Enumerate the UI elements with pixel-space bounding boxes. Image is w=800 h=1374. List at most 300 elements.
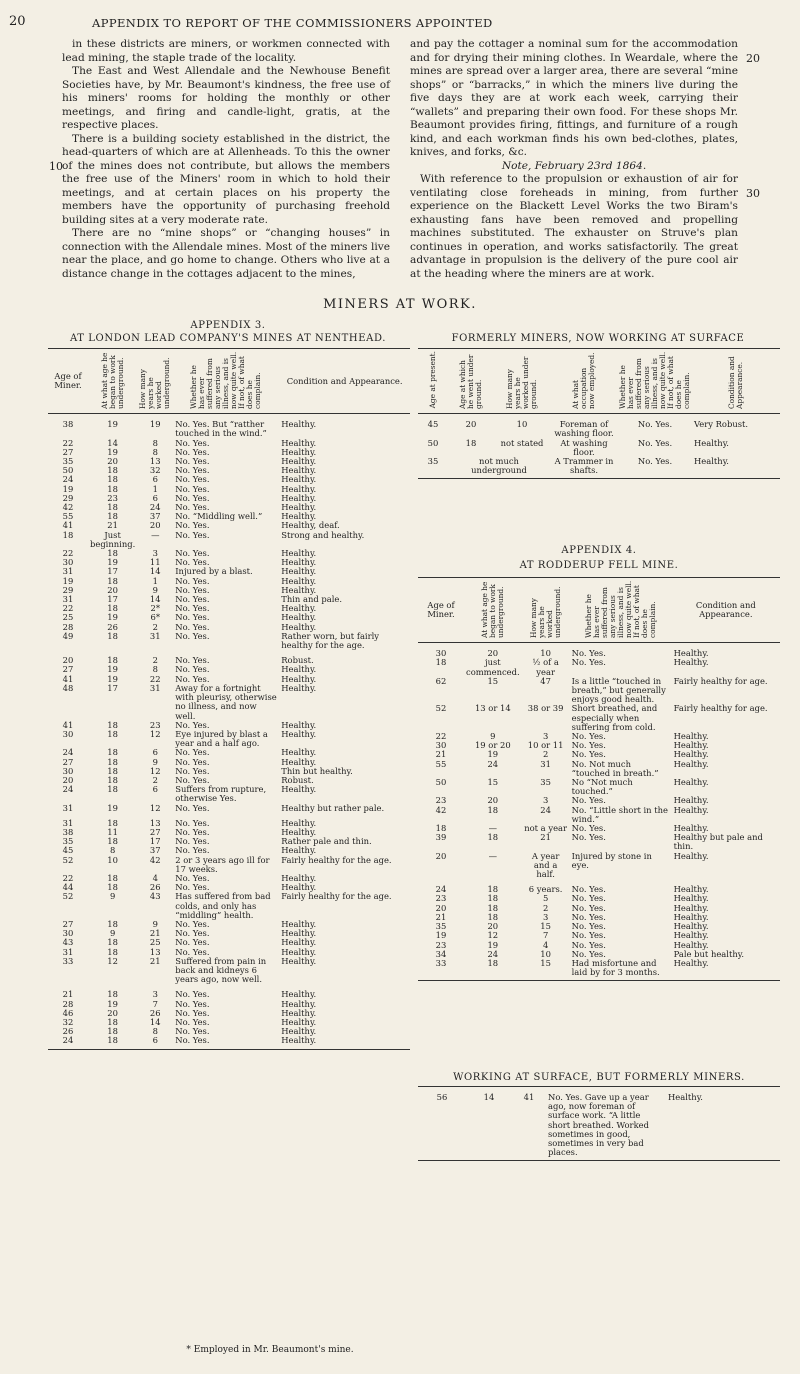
cell: 35 [418, 457, 448, 479]
cell: No. Yes. [618, 457, 692, 479]
cell: 18 [107, 765, 118, 776]
cell: 19 [107, 446, 118, 457]
intro-right-column [410, 38, 738, 281]
cell: 3 [542, 911, 549, 922]
cell: 18 [107, 747, 118, 758]
cell: Healthy. [281, 456, 317, 467]
table-row [418, 439, 780, 457]
table-row [48, 567, 410, 576]
paragraph: With reference to the propulsion or exhaustion of air for ventilating close foreheads in mining, from further experience on the Blackett Level Works the two Biram's exhausting fans have been removed and propelling machines substituted. The exhauster on Struve's plan continues in operation, and works satisfactorily. The great advantage in propulsion is the delivery of the pure cool air at the heading where the miners are at work. [410, 173, 738, 280]
cell: 6 [152, 492, 158, 503]
cell: 13 [149, 946, 161, 957]
cell: 32 [149, 465, 161, 476]
cell: 12 [487, 930, 499, 941]
cell: 19 [107, 998, 118, 1009]
cell: 31 [62, 817, 74, 828]
cell: 1 [152, 575, 158, 586]
cell: 17 [107, 566, 118, 577]
cell: No. Yes. [175, 802, 210, 813]
table-row [418, 879, 780, 894]
cell: No. Yes. [571, 657, 606, 668]
table-row [418, 833, 780, 851]
table-row [48, 837, 410, 846]
cell: 30 [435, 740, 447, 751]
cell: 11 [107, 826, 118, 837]
cell: 14 [149, 566, 161, 577]
appendix4-subtitle: AT RODDERUP FELL MINE. [519, 560, 679, 571]
cell: No. Yes. [175, 437, 210, 448]
cell: 10 [107, 854, 118, 865]
cell: 34 [435, 948, 447, 959]
cell: 41 [512, 1087, 546, 1161]
cell: No. Yes. [175, 1007, 210, 1018]
table-row [418, 643, 780, 659]
table-row [48, 485, 410, 494]
cell: No. Yes. [175, 621, 210, 632]
table-row [48, 595, 410, 604]
cell: Healthy but rather pale. [281, 802, 385, 813]
cell: 46 [62, 1007, 74, 1018]
cell: No. Yes. [175, 928, 210, 939]
cell: 21 [435, 749, 447, 760]
cell: 30 [435, 648, 447, 659]
cell: Healthy. [281, 548, 317, 559]
cell: A year and a half. [531, 850, 560, 880]
cell: Healthy. [281, 937, 317, 948]
cell: No. Yes. [571, 911, 606, 922]
cell: 22 [62, 437, 74, 448]
cell: Healthy. [281, 664, 317, 675]
table-row [418, 806, 780, 824]
cell: 30 [62, 765, 74, 776]
cell: 43 [62, 937, 74, 948]
cell: 18 [107, 872, 118, 883]
cell: No. Yes. [175, 1017, 210, 1027]
cell: Healthy. [281, 673, 317, 684]
table-row [48, 938, 410, 947]
cell: Healthy. [281, 955, 317, 966]
cell: No. Yes. [173, 1036, 279, 1049]
cell: 41 [62, 719, 74, 730]
cell: 18 [107, 946, 118, 957]
cell: No. “Little short in the wind.” [571, 804, 668, 824]
cell: Healthy. [281, 446, 317, 457]
cell: 6 [152, 784, 158, 795]
cell: Suffered from pain in back and kidneys 6 years ago, now well. [175, 955, 267, 985]
cell: 37 [149, 511, 161, 522]
working-surface-title: WORKING AT SURFACE, BUT FORMERLY MINERS. [453, 1072, 745, 1083]
cell: Healthy. [281, 784, 317, 795]
cell: 18 [107, 603, 118, 614]
cell: A Trammer in shafts. [550, 457, 618, 479]
cell: 12 [149, 802, 161, 813]
cell: 24 [62, 784, 74, 795]
col-header: Condition and Appearance. [672, 578, 780, 643]
cell: Healthy. [673, 740, 709, 751]
cell: 41 [62, 520, 74, 531]
cell: 52 [62, 854, 74, 865]
cell: No. Yes. [571, 893, 606, 904]
cell: 41 [62, 673, 74, 684]
cell: No. Yes. [637, 419, 673, 430]
cell: 19 [435, 930, 447, 941]
cell: 1 [152, 483, 158, 494]
cell: 31 [62, 802, 74, 813]
cell: 28 [62, 621, 74, 632]
cell: 8 [152, 664, 158, 675]
cell: 20 [107, 1007, 118, 1018]
cell: 18 [464, 959, 522, 981]
cell: Healthy. [673, 902, 709, 913]
cell: 18 [88, 1036, 137, 1049]
cell: No. Yes. [175, 882, 210, 893]
cell: Fairly healthy for age. [673, 675, 768, 686]
cell: Strong and healthy. [281, 529, 365, 540]
cell: 14 [107, 437, 118, 448]
cell: Fairly healthy for the age. [281, 854, 392, 865]
cell: 42 [62, 502, 74, 513]
cell: Just beginning. [90, 529, 136, 549]
cell: 4 [542, 939, 549, 950]
cell: 56 [418, 1087, 466, 1161]
cell: 35 [62, 456, 74, 467]
cell: 2 [542, 902, 549, 913]
surface-table [418, 348, 780, 479]
cell: No. Yes. [175, 1026, 210, 1037]
cell: just commenced. [466, 657, 520, 677]
table-row [418, 704, 780, 732]
cell: 27 [62, 918, 74, 929]
appendix3-table [48, 348, 410, 1050]
cell: 18 [107, 882, 118, 893]
cell: 18 [435, 657, 447, 668]
cell: 62 [435, 675, 447, 686]
cell: 26 [149, 882, 161, 893]
cell: 5 [542, 893, 549, 904]
table-row [48, 531, 410, 549]
cell: 20 [435, 850, 447, 861]
table-row [48, 604, 410, 613]
cell: Healthy. [673, 648, 709, 659]
cell: 15 [487, 675, 499, 686]
cell: Healthy. [673, 749, 709, 760]
cell: Healthy. [281, 419, 317, 430]
cell: Healthy. [673, 731, 709, 742]
cell: Healthy. [281, 928, 317, 939]
cell: 18 [107, 1026, 118, 1037]
cell: 9 [109, 928, 116, 939]
cell: No. Yes. [175, 483, 210, 494]
cell: 9 [490, 731, 496, 742]
cell: 2 [542, 749, 549, 760]
cell: 27 [149, 826, 161, 837]
cell: 22 [62, 872, 74, 883]
cell: 19 [107, 419, 118, 430]
cell: 15 [487, 777, 499, 788]
cell: 18 [107, 719, 118, 730]
cell: 8 [152, 446, 158, 457]
cell: 2 [152, 774, 158, 785]
cell: 33 [418, 959, 464, 981]
cell: 18 [435, 823, 447, 834]
cell: 24 [62, 474, 74, 485]
cell: No. Yes. [175, 845, 210, 856]
cell: 9 [152, 756, 158, 767]
cell: Healthy. [281, 817, 317, 828]
cell: No. Yes. [175, 474, 210, 485]
cell: 2 or 3 years ago ill for 17 weeks. [175, 854, 270, 874]
paragraph: There is a building society established in the district, the head-quarters of which are at Allenheads. To this the owner of the mines does not contribute, but allows the members the free use of the Miners' room in which to hold their meetings, and at certain places on his property the members have the opportunity of purchasing freehold building sites at a very moderate rate. [62, 132, 390, 226]
cell: Short breathed, and especially when suffering from cold. [571, 703, 658, 732]
cell: 24 [435, 884, 447, 895]
cell: 18 [107, 474, 118, 485]
table-row [48, 1027, 410, 1036]
cell: No. Yes. [175, 520, 210, 531]
cell: Healthy. [673, 823, 709, 834]
cell: 25 [62, 612, 74, 623]
cell: Healthy. [281, 756, 317, 767]
cell: 14 [149, 1017, 161, 1027]
cell: Is a little “touched in breath,” but generally enjoys good health. [571, 675, 666, 705]
cell: 28 [62, 998, 74, 1009]
table-row [48, 856, 410, 874]
cell: No. Yes. [175, 918, 210, 929]
cell: 31 [540, 758, 551, 769]
footnote: * Employed in Mr. Beaumont's mine. [186, 1345, 354, 1355]
table-row [48, 984, 410, 999]
cell: No. Yes. [571, 902, 606, 913]
cell: 26 [149, 1007, 161, 1018]
cell: Healthy. [673, 921, 709, 932]
cell: No. Yes. [175, 989, 210, 1000]
cell: Healthy. [281, 826, 317, 837]
cell: Healthy. [281, 502, 317, 513]
cell: 44 [62, 882, 74, 893]
cell: No. Yes. [175, 548, 210, 559]
cell: Eye injured by blast a year and a half ago. [175, 728, 268, 749]
cell: 24 [62, 747, 74, 758]
cell: 18 [487, 804, 499, 815]
cell: 18 [107, 937, 118, 948]
cell: Away for a fortnight with pleurisy, otherwise no illness, and now well. [175, 682, 277, 721]
col-header: Condition and Appearance. [279, 349, 410, 414]
cell: No. Yes. [571, 648, 606, 659]
cell: No. Yes. [175, 872, 210, 883]
cell: Fairly healthy for the age. [281, 891, 392, 902]
table-row [418, 658, 780, 676]
cell: Healthy. [694, 437, 729, 448]
table-row [48, 549, 410, 558]
cell: No. Yes. [175, 719, 210, 730]
cell: 31 [62, 566, 74, 577]
cell: Healthy. [281, 557, 317, 568]
cell: Healthy. [666, 1087, 780, 1161]
cell: Healthy. [281, 998, 317, 1009]
cell: 20 [487, 648, 499, 659]
appendix4-label: APPENDIX 4. [561, 545, 637, 556]
table-row [48, 874, 410, 883]
cell: Pale but healthy. [673, 948, 745, 959]
cell: Foreman of washing floor. [554, 419, 614, 439]
cell: 21 [107, 520, 118, 531]
cell: 24 [487, 948, 499, 959]
cell: ½ of a year [532, 657, 559, 677]
table-row [48, 1009, 410, 1018]
table-row [418, 959, 780, 981]
cell: 21 [435, 911, 447, 922]
cell: 18 [107, 728, 118, 739]
cell: 22 [62, 548, 74, 559]
cell: 23 [435, 893, 447, 904]
cell: 19 or 20 [474, 740, 511, 751]
table-row [48, 466, 410, 475]
cell: 8 [109, 845, 116, 856]
cell: 48 [62, 682, 74, 693]
cell: Healthy. [281, 872, 317, 883]
cell: 6 years. [528, 884, 563, 895]
table-row [418, 760, 780, 778]
cell: 50 [435, 777, 447, 788]
table-row [418, 414, 780, 439]
cell: Healthy. [281, 918, 317, 929]
table-row [48, 650, 410, 665]
cell: 13 or 14 [474, 703, 511, 714]
cell: 23 [149, 719, 161, 730]
cell: 3 [152, 989, 158, 1000]
cell: Robust. [281, 655, 314, 666]
table-row [48, 920, 410, 929]
cell: 19 [487, 939, 499, 950]
col-header: Whether he has ever suffered from any serious illness, and is now quite well. If not, of what does he complain. [618, 351, 691, 409]
cell: Healthy. [673, 804, 709, 815]
cell: 18 [107, 836, 118, 847]
table-row [48, 730, 410, 748]
cell: 6 [137, 1036, 173, 1049]
cell: 19 [62, 575, 74, 586]
cell: 12 [107, 955, 118, 966]
cell: 6 [152, 474, 158, 485]
appendix3-subtitle: AT LONDON LEAD COMPANY'S MINES AT NENTHEAD. [69, 333, 386, 344]
cell: Healthy. [281, 845, 317, 856]
cell: Healthy. [281, 483, 317, 494]
cell: 21 [149, 928, 161, 939]
cell: 22 [435, 731, 447, 742]
cell: Healthy. [673, 657, 709, 668]
cell: Rather worn, but fairly healthy for the age. [281, 630, 380, 651]
table-row [418, 1087, 780, 1161]
line-marker: 30 [746, 187, 760, 200]
paragraph: The East and West Allendale and the Newhouse Benefit Societies have, by Mr. Beaumont's kindness, the free use of his miners' rooms for holding the monthly or other meetings, and firing and candle-light, gratis, at the respective places. [62, 65, 390, 131]
table-row [48, 613, 410, 622]
cell: No. Yes. [571, 731, 606, 742]
cell: No. Yes. [175, 465, 210, 476]
cell: No. Yes. [175, 655, 210, 666]
cell: 17 [107, 682, 118, 693]
cell: 23 [435, 939, 447, 950]
col-header: Age at present. [428, 351, 437, 409]
cell: Fairly healthy for age. [673, 703, 768, 714]
cell: Healthy. [281, 465, 317, 476]
cell: 30 [62, 728, 74, 739]
cell: 17 [107, 594, 118, 605]
cell: Healthy. [281, 575, 317, 586]
cell: 12 [149, 728, 161, 739]
cell: Healthy. [281, 474, 317, 485]
paragraph: and pay the cottager a nominal sum for the accommodation and for drying their mining clothes. In Weardale, where the mines are spread over a larger area, there are several “mine shops” or “barracks,” in which the miners live during the five days they are at work each week, carrying their “wallets” and preparing their own food. For these shops Mr. Beaumont provides firing, fittings, and furniture of a rough kind, and each workman finds his own bed-clothes, plates, knives, and forks, &c. [410, 38, 738, 158]
paragraph: in these districts are miners, or workmen connected with lead mining, the staple trade of the locality. [62, 38, 390, 64]
col-header: Age of Miner. [48, 349, 88, 414]
table-row [418, 457, 780, 479]
cell: Healthy. [673, 930, 709, 941]
cell: 7 [152, 998, 158, 1009]
table-row [48, 758, 410, 767]
cell: 10 [516, 419, 528, 430]
cell: 20 [149, 520, 161, 531]
cell: 18 [107, 655, 118, 666]
table-row [418, 778, 780, 796]
cell: No. Yes. [175, 502, 210, 513]
surface-title: FORMERLY MINERS, NOW WORKING AT SURFACE [451, 333, 745, 344]
cell: 22 [149, 673, 161, 684]
cell: 21 [149, 955, 161, 966]
cell: 31 [149, 682, 161, 693]
cell: 10 [540, 948, 551, 959]
cell: 14 [466, 1087, 512, 1161]
cell: No. Yes. [175, 664, 210, 675]
cell: Healthy. [281, 1017, 317, 1027]
cell: 29 [62, 584, 74, 595]
cell: 18 [107, 989, 118, 1000]
cell: 2 [152, 621, 158, 632]
cell: No. Yes. [175, 673, 210, 684]
cell: Healthy. [281, 612, 317, 623]
cell: No. Yes. [571, 948, 606, 959]
cell: No. Yes. [637, 437, 673, 448]
cell: No. Yes. [571, 930, 606, 941]
cell: 13 [149, 456, 161, 467]
cell: 8 [152, 1026, 158, 1037]
cell: 18 [107, 1017, 118, 1027]
cell: Healthy. [281, 566, 317, 577]
cell: 23 [107, 492, 118, 503]
table-row [48, 767, 410, 776]
cell: 18 [487, 893, 499, 904]
cell: 9 [152, 918, 158, 929]
cell: No. Yes. [571, 795, 606, 806]
cell: 32 [62, 1017, 74, 1027]
cell: No. Yes. [175, 584, 210, 595]
table-row [48, 665, 410, 674]
cell: 19 [62, 483, 74, 494]
table-row [48, 929, 410, 938]
cell: 49 [62, 630, 74, 641]
page-header [0, 8, 800, 32]
cell: 24 [149, 502, 161, 513]
cell: 35 [540, 777, 551, 788]
cell: 18 [107, 756, 118, 767]
cell: Healthy. [673, 884, 709, 895]
table-row [48, 813, 410, 828]
cell: 20 [107, 584, 118, 595]
cell: 9 [152, 584, 158, 595]
cell: 30 [62, 557, 74, 568]
cell: 27 [62, 756, 74, 767]
cell: No. Yes. [175, 603, 210, 614]
cell: 45 [62, 845, 74, 856]
running-title: APPENDIX TO REPORT OF THE COMMISSIONERS APPOINTED [92, 16, 493, 30]
cell: No. Yes. [175, 446, 210, 457]
cell: 31 [62, 594, 74, 605]
